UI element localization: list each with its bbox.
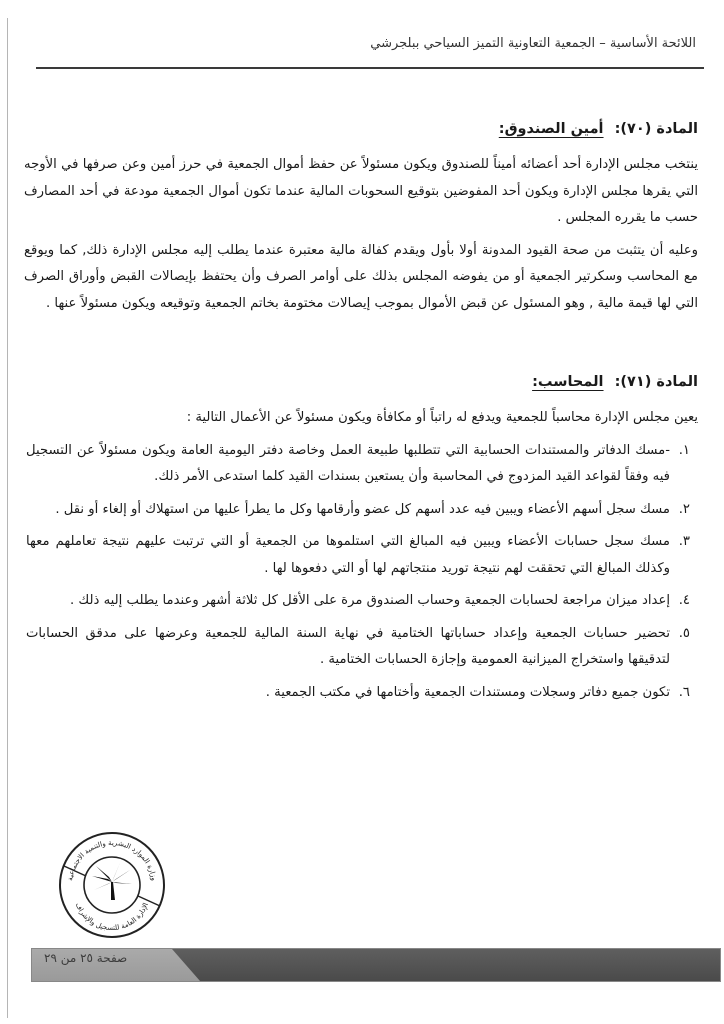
list-item: [24, 529, 698, 582]
palm-tree-seal-icon: [54, 830, 170, 940]
footer-band: [31, 948, 721, 982]
list-item-number: ٦.: [678, 684, 690, 700]
article-number: المادة (٧١):: [614, 374, 698, 390]
document-body: [24, 118, 698, 712]
official-stamp: [54, 830, 170, 940]
header-divider: [36, 67, 704, 69]
article-paragraph: ينتخب مجلس الإدارة أحد أعضائه أميناً للصندوق ويكون مسئولاً عن حفظ أموال الجمعية في حرز أمين وعن صرفها في الأوجه التي يقرها مجلس الإدارة ويكون أحد المفوضين بتوقيع السحوبات المالية عندما تكون أموال الجمعية مودعة في أحد المصارف حسب ما يقرره المجلس .: [24, 157, 698, 225]
list-item-text: مسك سجل حسابات الأعضاء ويبين فيه المبالغ التي استلموها من الجمعية أو التي ترتبت عليهم نتيجة تعاملهم معها وكذلك المبالغ التي تحققت لهم نتيجة توريد منتجاتهم لها أو التي دفعوها لها .: [26, 534, 670, 576]
duties-list: [24, 438, 698, 707]
list-item-text: إعداد ميزان مراجعة لحسابات الجمعية وحساب الصندوق مرة على الأقل كل ثلاثة أشهر وعندما يطلب إليه ذلك .: [69, 593, 670, 608]
page-number: صفحة ٢٥ من ٢٩: [44, 951, 128, 965]
article-70: [24, 118, 698, 317]
list-item-number: ٢.: [678, 501, 690, 517]
svg-text:الإدارة العامة للتسجيل والإشرا: [74, 902, 150, 933]
list-item-text: تحضير حسابات الجمعية وإعداد حساباتها الختامية في نهاية السنة المالية للجمعية وعرضها على مدقق الحسابات لتدقيقها واستخراج الميزانية العمومية وإجازة الحسابات الختامية .: [26, 625, 670, 667]
article-paragraph: وعليه أن يتثبت من صحة القيود المدونة أولا بأول ويقدم كفالة مالية معتبرة عندما يطلب إليه مجلس الإدارة ذلك, كما ويوقع مع المحاسب وسكرتير الجمعية أو من يفوضه المجلس بذلك على أوامر الصرف وأن يحتفظ بإيصالات القبض وأوراق الصرف التي لها قيمة مالية , وهو المسئول عن قبض الأموال بموجب إيصالات مختومة بخاتم الجمعية وتوقيعه ويكون مسئولاً عنها .: [24, 242, 698, 311]
article-intro: يعين مجلس الإدارة محاسباً للجمعية ويدفع له راتباً أو مكافأة ويكون مسئولاً عن الأعمال التالية :: [186, 410, 698, 425]
list-item: [24, 497, 698, 524]
article-title: [24, 371, 698, 393]
stamp-lower-text: الإدارة العامة للتسجيل والإشراف: [73, 901, 150, 933]
list-item-text: مسك سجل أسهم الأعضاء ويبين فيه عدد أسهم كل عضو وأرقامها وكل ما يطرأ عليها من استهلاك أو إلغاء أو نقل .: [55, 501, 670, 517]
list-item: [24, 680, 698, 707]
stamp-upper-text: وزارة الموارد البشرية والتنمية الاجتماعية: [66, 838, 158, 882]
list-item: [24, 588, 698, 615]
list-item-text: تكون جميع دفاتر وسجلات ومستندات الجمعية وأختامها في مكتب الجمعية .: [265, 684, 670, 700]
list-item: [24, 621, 698, 674]
list-item-number: ٥.: [678, 625, 690, 641]
list-item-number: ٣.: [678, 534, 690, 549]
header-title: اللائحة الأساسية – الجمعية التعاونية التميز السياحي ببلجرشي: [370, 36, 696, 51]
article-subject: المحاسب:: [532, 374, 604, 390]
article-71: [24, 371, 698, 706]
scan-edge-line: [7, 18, 8, 1018]
list-item: [24, 438, 698, 491]
page-header: [370, 36, 696, 51]
list-item-text: -مسك الدفاتر والمستندات الحسابية التي تتطلبها طبيعة العمل وخاصة دفتر اليومية العامة ويكون مسئولاً عن التسجيل فيه وفقاً لقواعد القيد المزدوج في المحاسبة وأن يستعين بسندات القيد كلما استدعى الأمر ذلك.: [26, 442, 670, 484]
section-gap: [24, 323, 698, 371]
article-number: المادة (٧٠):: [614, 121, 698, 137]
article-subject: أمين الصندوق:: [498, 121, 604, 137]
list-item-number: ١.: [678, 442, 690, 458]
article-title: [24, 118, 698, 140]
list-item-number: ٤.: [678, 593, 690, 608]
